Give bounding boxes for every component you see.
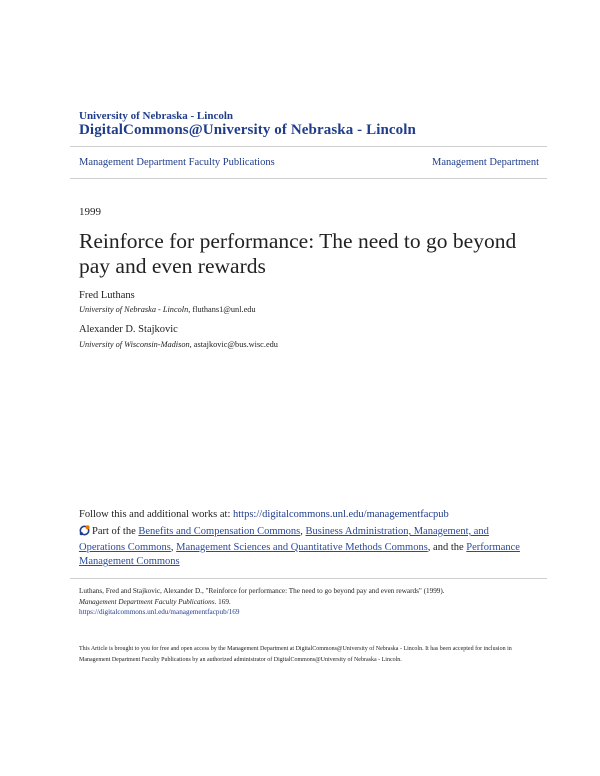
commons-network-icon xyxy=(79,525,90,541)
commons-link-performance[interactable]: Performance Management Commons xyxy=(79,542,520,567)
author-email[interactable]: fluthans1@unl.edu xyxy=(192,305,256,314)
commons-link-business-admin[interactable]: Business Administration, Management, and Operations Commons xyxy=(79,526,489,553)
author-affiliation: University of Nebraska - Lincoln, fluthans1@unl.edu xyxy=(79,305,256,314)
follow-line xyxy=(79,509,449,520)
author-name: Alexander D. Stajkovic xyxy=(79,324,178,335)
follow-text: Follow this and additional works at: xyxy=(79,509,231,520)
header-divider xyxy=(70,146,547,147)
recommended-citation xyxy=(79,586,529,618)
collection-link[interactable]: Management Department Faculty Publications xyxy=(79,157,275,168)
institution-name: University of Nebraska - Lincoln xyxy=(79,110,233,122)
citation-text: Luthans, Fred and Stajkovic, Alexander D., "Reinforce for performance: The need to go beyond pay and even rewards" (1999). xyxy=(79,587,445,595)
repository-name[interactable]: DigitalCommons@University of Nebraska - Lincoln xyxy=(79,122,416,138)
commons-link-benefits[interactable]: Benefits and Compensation Commons xyxy=(138,526,301,537)
department-link[interactable]: Management Department xyxy=(432,157,539,168)
author-name: Fred Luthans xyxy=(79,290,135,301)
affiliation-institution: University of Nebraska - Lincoln xyxy=(79,305,189,314)
access-statement: This Article is brought to you for free and open access by the Management Department at DigitalCommons@University of Nebraska - Lincoln. It has been accepted for inclusion in Management Department Faculty Publications by an authorized administrator of DigitalCommons@University of Nebraska - Lincoln. xyxy=(79,646,512,663)
separator: , and the xyxy=(427,542,464,553)
article-title: Reinforce for performance: The need to go beyond pay and even rewards xyxy=(79,229,517,278)
affiliation-institution: University of Wisconsin-Madison xyxy=(79,340,190,349)
separator: , xyxy=(170,542,174,553)
separator: , xyxy=(300,526,303,537)
nav-divider xyxy=(70,178,547,179)
citation-url[interactable]: https://digitalcommons.unl.edu/managementfacpub/169 xyxy=(79,608,240,616)
citation-divider xyxy=(70,578,547,579)
author-affiliation: University of Wisconsin-Madison, astajkovic@bus.wisc.edu xyxy=(79,340,278,349)
author-email[interactable]: astajkovic@bus.wisc.edu xyxy=(193,340,278,349)
citation-series: Management Department Faculty Publications xyxy=(79,597,215,606)
publication-year: 1999 xyxy=(79,206,101,218)
citation-number: . 169. xyxy=(214,597,231,606)
part-of-commons xyxy=(79,525,529,569)
follow-url[interactable]: https://digitalcommons.unl.edu/managementfacpub xyxy=(233,509,449,520)
part-of-prefix: Part of the xyxy=(92,526,136,537)
commons-link-management-sciences[interactable]: Management Sciences and Quantitative Methods Commons xyxy=(176,542,428,553)
